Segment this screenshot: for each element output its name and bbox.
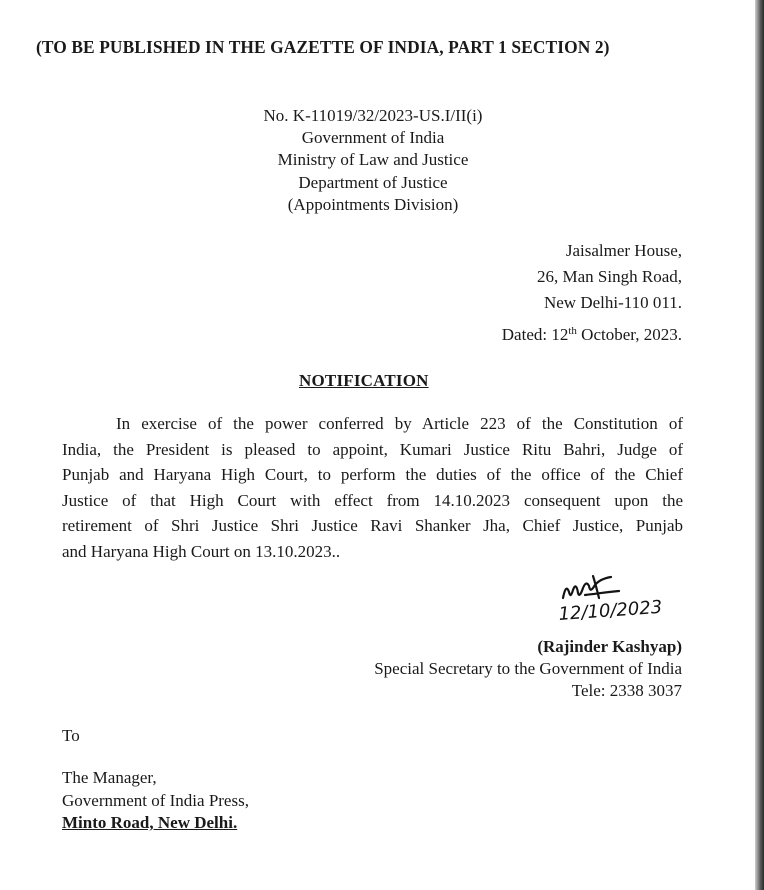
body-line: India, the President is pleased to appoint, Kumari Justice Ritu Bahri, Judge of [62,439,683,459]
body-line: and Haryana High Court on 13.10.2023.. [62,541,341,561]
notification-title: NOTIFICATION [299,371,429,390]
gazette-heading: (TO BE PUBLISHED IN THE GAZETTE OF INDIA, PART 1 SECTION 2) [36,37,610,57]
body-line: retirement of Shri Justice Shri Justice Ravi Shanker Jha, Chief Justice, Punjab [62,516,683,535]
office-address [537,238,682,316]
file-number: No. K-11019/32/2023-US.I/II(i) [263,106,483,125]
body-line: In exercise of the power conferred by Article 223 of the Constitution of [116,414,683,433]
address-line-2: 26, Man Singh Road, [537,267,682,286]
government-name: Government of India [301,128,445,148]
page-edge-shadow [755,0,764,890]
recipient-line-3: Minto Road, New Delhi. [62,813,238,832]
signatory-name: (Rajinder Kashyap) [537,637,682,656]
ministry-name: Ministry of Law and Justice [277,150,469,170]
office-header [232,105,514,216]
body-line: Punjab and Haryana High Court, to perform the duties of the office of the Chief [62,465,683,484]
address-line-1: Jaisalmer House, [565,241,682,260]
signatory-designation: Special Secretary to the Government of India [374,659,682,678]
date-rest: October, 2023. [576,325,682,344]
recipient-address [62,767,249,835]
recipient-line-1: The Manager, [62,768,157,787]
body-line: Justice of that High Court with effect from 14.10.2023 consequent upon the [62,490,683,510]
handwritten-signature [555,568,685,628]
recipient-line-2: Government of India Press, [62,790,249,810]
handwritten-date: 12/10/2023 [557,596,663,625]
department-name: Department of Justice [298,172,448,192]
address-line-3: New Delhi-110 011. [543,293,682,312]
date-prefix: Dated: 12 [501,325,569,344]
signatory-telephone: Tele: 2338 3037 [571,681,682,700]
to-label: To [62,726,80,745]
division-name: (Appointments Division) [287,194,459,214]
notification-body [62,411,683,564]
dated-line [502,324,682,346]
date-ordinal-suffix: th [568,325,577,337]
